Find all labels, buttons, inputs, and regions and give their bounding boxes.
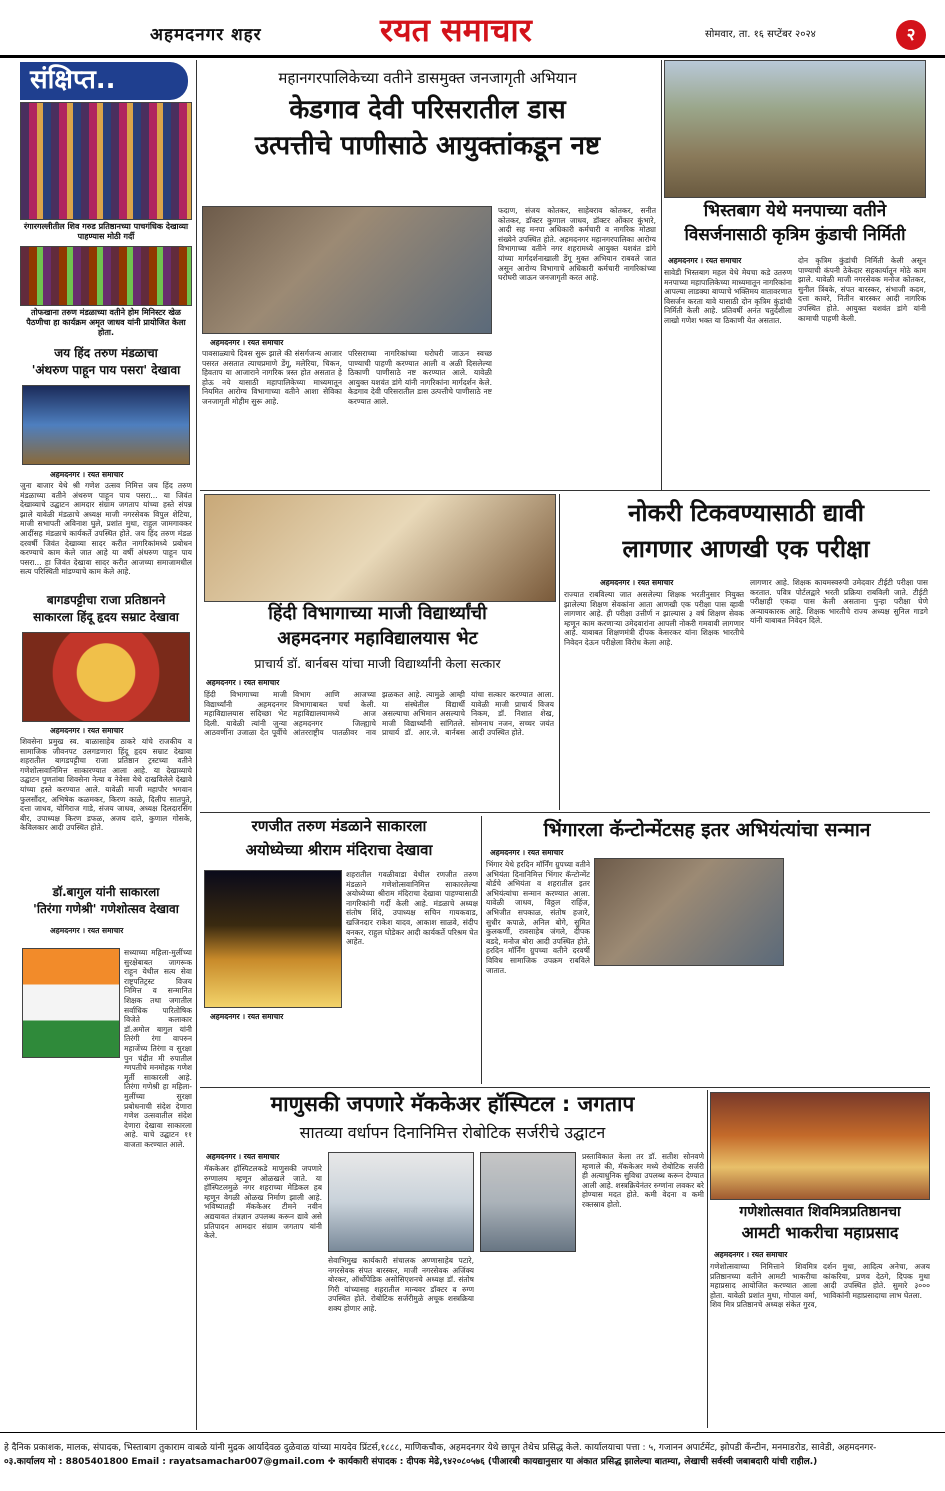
bagadpatti-title-2: साकारला हिंदू हृदय सम्राट देखावा	[33, 610, 179, 624]
jayhind-body: जुना बाजार येथे श्री गणेश उत्सव निमित्त जय हिंद तरुण मंडळाच्या वतीने अंथरुण पाहून पाय पसरा... या जिवंत देखाव्याचे उद्घाटन आमदार संग्राम जगताप यांच्या हस्ते संपन्न झाले यावेळी मंडळाचे अध्यक्ष माजी नगरसेवक विपुल शेटिया, माजी सभापती अविनाश घुले, प्रशांत मुथा, राहुल जामगावकर आदींसह मंडळाचे कार्यकर्ते उपस्थित होते. जय हिंद तरुण मंडळ दरवर्षी जिवंत देखाव्या सादर करीत नागरिकांमध्ये प्रबोधन करण्याचे काम केले जात आहे या वर्षी अंथरुण पाहून पाय पसरा... हा जिवंत देखावा सादर करीत आजच्या समाजामधील सत्य परिस्थिती मांडण्याचे काम केले आहे.	[20, 481, 192, 577]
bhistbag-body-a: सावेडी भिस्तबाग महल येथे मेयचा कडे उतरुण मनपाच्या महापालिकेच्या माध्यमातून नागरिकांना आपल्या लाडक्या बाप्पाचे भक्तिमय वातावरणात विसर्जन करता यावे यासाठी दोन कृत्रिम कुंडांची निर्मिती केली आहे. प्रतिवर्षी अनंत चतुर्दशीला लाखो गणेश भक्त या ठिकाणी येत असतात.	[664, 268, 792, 325]
tiranga-body-top	[20, 937, 192, 948]
bhingar-body-c	[790, 858, 928, 1082]
shivmitra-headline-2: आमटी भाकरीचा महाप्रसाद	[741, 1223, 899, 1242]
section-divider	[200, 812, 930, 813]
sanxipt-banner: संक्षिप्त..	[20, 62, 188, 100]
tiranga-photo	[22, 948, 120, 1058]
shivmitra-photo	[710, 1092, 930, 1200]
shivmitra-body: गणेशोत्सवाच्या निमित्ताने शिवमित्र प्रतिष्ठानच्या वतीने आमटी भाकरीचा महाप्रसाद आयोजित करण्यात आला होता. यावेळी प्रशांत मुथा, गोपाल वर्मा, शिव मित्र प्रतिष्ठानचे अध्यक्ष संकेत गुरव, दर्शन मुथा, आदित्य अनेचा, अजय कांकरिया, प्रणव देठगे, दिपक मुथा आदी उपस्थित होते. सुमारे ३००० भाविकांनी महाप्रसादाचा लाभ घेतला.	[710, 1262, 930, 1310]
brief1-photo	[20, 102, 192, 220]
dengue-byline: अहमदनगर । रयत समाचार	[210, 338, 284, 347]
footer-line-1: हे दैनिक प्रकाशक, मालक, संपादक, भिस्ताबाग तुकाराम वाबळे यांनी मुद्रक आर्यादेवळ दुळेवाळ यांच्या मायदेव प्रिंटर्स,१८८८, माणिकचौक, अहमदनगर येथे छापून तेथेच प्रसिद्ध केले. कार्यालयाचा पत्ता : ५, गजानन अपार्टमेंट, झोपडी कँन्टीन, मनमाडरोड, सावेडी, अहमदनगर-	[4, 1443, 877, 1453]
ranjit-headline-1: रणजीत तरुण मंडळाने साकारला	[251, 817, 427, 835]
dengue-body-b: परिसराच्या नागरिकांच्या घरोघरी जाऊन स्वच्छ पाण्याची पाहणी करण्यात आली व अळी दिसलेल्या ठिकाणी पाणीसाठे नष्ट करण्यात आले. यावेळी आयुक्त यशवंत डांगे यांनी नागरिकांना मार्गदर्शन केले. केडगाव देवी परिसरातील डास उत्पत्तीचे पाणीसाठे नष्ट करण्यात आले.	[348, 349, 492, 406]
bhingar-photo	[594, 858, 784, 966]
bhistbag-body-b: दोन कृत्रिम कुंडांची निर्मिती केली असून पाण्याची कंपनी ठेकेदार सहकार्यातून मोठे काम झाले. यावेळी माजी नगरसेवक मनोज कोतकर, सुनील त्रिंबके, संपत बारस्कर, संभाजी कदम, दत्ता कावरे, नितीन बारस्कर आदी नागरिक उपस्थित होते. आयुक्त यशवंत डांगे यांनी कामाची पाहणी केली.	[798, 256, 926, 323]
exam-byline: अहमदनगर । रयत समाचार	[600, 578, 674, 587]
mccare-body-c	[480, 1256, 576, 1428]
tiranga-body: सध्याच्या महिला-मुलींच्या सुरक्षेबाबत जागरूक राहून येथील सत्य सेवा राष्ट्रपतिट्रस्ट विजय निमित्त व सन्मानित शिक्षक तथा जगातील सर्वाधिक पारितोषिक विजेते कलाकार डॉ.अमोल बागुल यांनी तिरंगी रंगा वापरुन महाजेंच्य तिरंगा व सुरक्षा पुन चंद्रीत मी रुपातील ग्णपतीचे मनमोहक गणेश मूर्ती साकारली आहे. तिरंगा गणेश्री हा महिला-मुलींच्या सुरक्षा प्रबोधनाची संदेश देणारा गणेश उत्सवातील संदेश देणारा देखावा साकारला आहे. याचे उद्घाटन ११ वाजता करण्यात आले.	[124, 948, 192, 1149]
dengue-photo	[202, 206, 492, 334]
dengue-headline-1: केडगाव देवी परिसरातील डास	[289, 95, 566, 125]
bagadpatti-title-1: बागडपट्टीचा राजा प्रतिष्ठानने	[46, 593, 166, 607]
bhingar-body-b	[594, 972, 784, 1082]
column-divider	[661, 60, 662, 490]
mccare-photo-1	[328, 1152, 474, 1252]
dengue-body-a: पावसाळ्याचे दिवस सुरू झाले की संसर्गजन्य आजार पसरत असतात त्याचप्रमाणे डेंगू, मलेरिया, चिकन, हिवताप या आजाराने नागरिक त्रस्त होत असतात हे होऊ नये यासाठी महापालिकेच्या माध्यमातून नियमित आरोग्य विभागाच्या वतीने आशा सेविका जनजागृती मोहीम सुरू आहे.	[202, 349, 342, 406]
jayhind-byline: अहमदनगर । रयत समाचार	[50, 470, 124, 479]
exam-body-a: राज्यात राबविल्या जात असलेल्या शिक्षक भरतीनुसार नियुक्त झालेल्या शिक्षण सेवकांना आता आणखी एक परीक्षा पास व्हावी लागणार आहे. ही परीक्षा उत्तीर्ण न झाल्यास ३ वर्ष शिक्षण सेवक म्हणून काम करणाऱ्या उमेदवारांना आपली नोकरी गमवावी लागणार आहे. याबाबत शिक्षणमंत्री दीपक केसरकर यांना शिक्षक भारतीचे निवेदन देऊन परीक्षेला विरोध केला आहे.	[564, 590, 744, 647]
bagadpatti-body: शिवसेना प्रमुख स्व. बाळासाहेब ठाकरे यांचे राजकीय व सामाजिक जीवनपट उलगडणारा हिंदू हृदय सम्राट देखावा शहरातील बागडपट्टीचा राजा प्रतिष्ठान ट्रस्टच्या वतीने गणेशोत्सवानिमित्त साकारण्यात आला आहे. या देखाव्याचे उद्घाटन पुणतांबा शिवसेना नेत्या व नेवेसा येथे दाखविलेले देखावे यांच्या हस्ते करण्यात आले. यावेळी माजी महापौर भगवान फुलसौंदर, अभिषेक कळमकर, किरण काळे, दिलीप सातपुते, दत्ता जाधव, योगिराज गाडे, संजय जाधव, अध्यक्ष दिलदारसिंग बीर, उपाध्यक्ष किरण डफळ, अजय दाते, कुणाल गोसके, केविलकार आदी उपस्थित होते.	[20, 737, 192, 833]
footer	[0, 1432, 945, 1491]
tiranga-title-2: 'तिरंगा गणेश्री' गणेशोत्सव देखावा	[33, 902, 179, 916]
masthead-city: अहमदनगर शहर	[150, 25, 262, 45]
mccare-headline: माणुसकी जपणारे मॅककेअर हॉस्पिटल : जगताप	[270, 1092, 635, 1116]
bhingar-byline: अहमदनगर । रयत समाचार	[490, 848, 564, 857]
brief1-caption: रंगारगल्लीतील शिव गरुड प्रतिष्ठानच्या पाचगंधिक देखाव्या पाहण्यास मोठी गर्दी	[23, 222, 189, 241]
hindi-photo	[204, 494, 556, 602]
bhistbag-headline-2: विसर्जनासाठी कृत्रिम कुंडाची निर्मिती	[684, 225, 906, 245]
dengue-body-c: फदाण, संजय कोतकर, साहेबराव कोतकर, सनीत कोतकर, डॉक्टर कुणाल जाधव, डॉक्टर ओंकार कुंभारे, आदी सह मनपा अधिकारी कर्मचारी व नागरिक मोठ्या संख्येने उपस्थित होते. अहमदनगर महानगरपालिका आरोग्य विभागाच्या वतीने नगर शहरामध्ये आयुक्त यशवंत डांगे यांच्या मार्गदर्शनाखाली डेंगू मुक्त अभियान राबवले जात असून आरोग्य विभागाचे अधिकारी कर्मचारी नागरिकांच्या घरोघरी जाऊन जनजागृती करत आहे.	[498, 206, 656, 283]
section-divider	[200, 1087, 930, 1088]
ranjit-headline-2: अयोध्येच्या श्रीराम मंदिराचा देखावा	[245, 841, 433, 859]
shivmitra-byline: अहमदनगर । रयत समाचार	[714, 1250, 788, 1259]
hindi-headline-2: अहमदनगर महाविद्यालयास भेट	[277, 628, 478, 649]
exam-headline-1: नोकरी टिकवण्यासाठी द्यावी	[628, 499, 864, 527]
bagadpatti-byline: अहमदनगर । रयत समाचार	[50, 726, 124, 735]
column-divider	[707, 1090, 708, 1428]
mccare-body-a: मॅककेअर हॉस्पिटलकडे माणुसकी जपणारे रुग्णालय म्हणून ओळखले जाते. या हॉस्पिटलमुळे नगर शहराच्या मेडिकल हब म्हणून वेगळी ओळख निर्माण झाली आहे. भविष्यातही मॅककेअर टीमने नवीन अद्ययावत तंत्रज्ञान उपलब्ध करून द्यावे असे प्रतिपादन आमदार संग्राम जगताप यांनी केले.	[204, 1164, 322, 1241]
jayhind-title-1: जय हिंद तरुण मंडळाचा	[54, 346, 158, 360]
section-divider	[200, 490, 930, 491]
hindi-headline-1: हिंदी विभागाच्या माजी विद्यार्थ्यांची	[268, 603, 487, 624]
bhingar-body: भिंगार येथे हरदिन मॉर्निंग ग्रुपच्या वतीने अभियंता दिनानिमित्त भिंगार कॅन्टोन्मेंट बोर्डचे अभियंता व शहरातील इतर अभियंत्यांचा सन्मान करण्यात आला. यावेळी जाधव, विठ्ठल राहिंज, अभिजीत सपकाळ, संतोष हजारे, सुधीर कपाळे, अनिल बोगे, सुमित कुलकर्णी, रावसाहेब जंगले, दीपक बडदे, मनोज बोरा आदी उपस्थित होते. हरदिन मॉर्निंग ग्रुपच्या वतीने दरवर्षी विविध सामाजिक उपक्रम राबविले जातात.	[486, 860, 590, 975]
newspaper-title: रयत समाचार	[380, 11, 532, 49]
brief2-caption: तोफखाना तरुण मंडळाच्या वतीने होम मिनिस्टर खेळ पैठणीचा हा कार्यक्रम अमृत जाधव यांनी प्रायोजित केला होता.	[26, 308, 186, 337]
dengue-kicker: महानगरपालिकेच्या वतीने डासमुक्त जनजागृती अभियान	[278, 69, 577, 87]
mccare-subhead: सातव्या वर्धापन दिनानिमित्त रोबोटिक सर्जरीचे उद्घाटन	[299, 1123, 606, 1142]
ranjit-byline: अहमदनगर । रयत समाचार	[210, 1012, 284, 1021]
hindi-body: हिंदी विभागाच्या माजी विद्यार्थ्यांनी अहमदनगर महाविद्यालयास सदिच्छा भेट दिली. यावेळी त्यांनी जुन्या आठवणींना उजाळा देत पूर्वीचे विभाग आणि आजच्या विभागाबाबत चर्चा केली. महाविद्यालयामध्ये आज अहमदनगर जिल्ह्याचे आंतरराष्ट्रीय पातळीवर नाव झळकत आहे. त्यामुळे आम्ही या संस्थेतील विद्यार्थी असल्याचा अभिमान असल्याचे माजी विद्यार्थ्यांनी सांगितले. प्राचार्य डॉ. आर.जे. बार्नबस यांचा सत्कार करण्यात आला. यावेळी माजी प्राचार्य विजय निकम, डॉ. निशात शेख, सोमनाथ नजन, सच्चर जयंत आदी उपस्थित होते.	[204, 690, 554, 738]
footer-line-2: ०३.कार्यालय मो : 8805401800 Email : rayatsamachar007@gmail.com ✤ कार्यकारी संपादक : दीपक मेढे,९४२०८०५७६ (पीआरबी कायद्यानुसार या अंकात प्रसिद्ध झालेल्या बातम्या, लेखाची सर्वस्वी जबाबदारी यांची राहील.)	[4, 1457, 818, 1467]
page-number: २	[896, 20, 926, 50]
jayhind-photo	[22, 385, 190, 465]
ranjit-photo	[204, 870, 342, 1008]
tiranga-title-1: डॉ.बागुल यांनी साकारला	[52, 885, 160, 899]
issue-date: सोमवार, ता. १६ सप्टेंबर २०२४	[705, 29, 816, 40]
bhingar-headline: भिंगारला कॅन्टोन्मेंटसह इतर अभियंत्यांचा सन्मान	[543, 819, 871, 841]
bhistbag-byline: अहमदनगर । रयत समाचार	[668, 256, 742, 265]
mccare-byline: अहमदनगर । रयत समाचार	[206, 1152, 280, 1161]
mccare-photo-2	[480, 1152, 576, 1252]
brief2-photo	[20, 246, 192, 306]
exam-body-b: लागणार आहे. शिक्षक कायमस्वरुपी उमेदवार टीईटी परीक्षा पास करतात. पवित्र पोर्टलद्वारे भरती प्रक्रिया राबविली जाते. टीईटी परीक्षाही एकदा पास केली असताना पुन्हा परीक्षा घेणे अन्यायकारक आहे. शिक्षक भारतीचे राज्य अध्यक्ष सुनिल गाडगे यांनी याबाबत निवेदन दिले.	[750, 578, 928, 626]
bhistbag-photo	[664, 60, 926, 198]
column-divider	[196, 60, 197, 1430]
mccare-body-b: सेवाभिमुख कार्यकारी संचालक अण्णासाहेब पटारे, नगरसेवक संपत बारस्कर, माजी नगरसेवक अजिंक्य बोरकर, ऑर्थोपेडिक असोसिएशनचे अध्यक्ष डॉ. संतोष गिरी यांच्यासह शहरातील मान्यवर डॉक्टर व रुग्ण उपस्थित होते. रोबोटिक सर्जरीमुळे अचूक शस्त्रक्रिया शक्य होणार आहे.	[328, 1256, 474, 1313]
exam-headline-2: लागणार आणखी एक परीक्षा	[622, 535, 870, 563]
tiranga-byline: अहमदनगर । रयत समाचार	[50, 926, 124, 935]
dengue-headline-2: उत्पत्तीचे पाणीसाठे आयुक्तांकडून नष्ट	[254, 131, 601, 161]
column-divider	[481, 816, 482, 1084]
bhistbag-headline-1: भिस्तबाग येथे मनपाच्या वतीने	[703, 201, 887, 221]
column-divider	[559, 494, 560, 810]
mccare-body-d: प्रस्ताविकात केला तर डॉ. सतीश सोनवणे म्हणाले की, मॅककेअर मध्ये रोबोटिक सर्जरी ही अत्याधुनिक सुविधा उपलब्ध करून देण्यात आली आहे. शस्त्रक्रियेनंतर रुग्णांना लवकर बरे होण्यास मदत होते. कमी वेदना व कमी रक्तस्राव होतो.	[582, 1152, 704, 1209]
ranjit-body: शहरातील गवळीवाडा येथील रणजीत तरुण मंडळाने गणेशोत्सवानिमित्त साकारलेल्या अयोध्येच्या श्रीराम मंदिराचा देखावा पाहण्यासाठी नागरिकांनी गर्दी केली आहे. मंडळाचे अध्यक्ष संतोष शिंदे, उपाध्यक्ष सचिन गायकवाड, खजिनदार राकेश यादव, आकाश साळवे, संदीप बनकर, राहुल घोडेकर आदी कार्यकर्ते परिश्रम घेत आहेत.	[346, 870, 478, 947]
jayhind-title-2: 'अंथरुण पाहून पाय पसरा' देखावा	[31, 363, 181, 377]
ranjit-body-a	[204, 1024, 342, 1084]
hindi-byline: अहमदनगर । रयत समाचार	[206, 678, 280, 687]
hindi-subhead: प्राचार्य डॉ. बार्नबस यांचा माजी विद्यार्थ्यांनी केला सत्कार	[254, 656, 501, 671]
shivmitra-headline-1: गणेशोत्सवात शिवमित्रप्रतिष्ठानचा	[739, 1204, 901, 1220]
bagadpatti-photo	[22, 632, 190, 722]
